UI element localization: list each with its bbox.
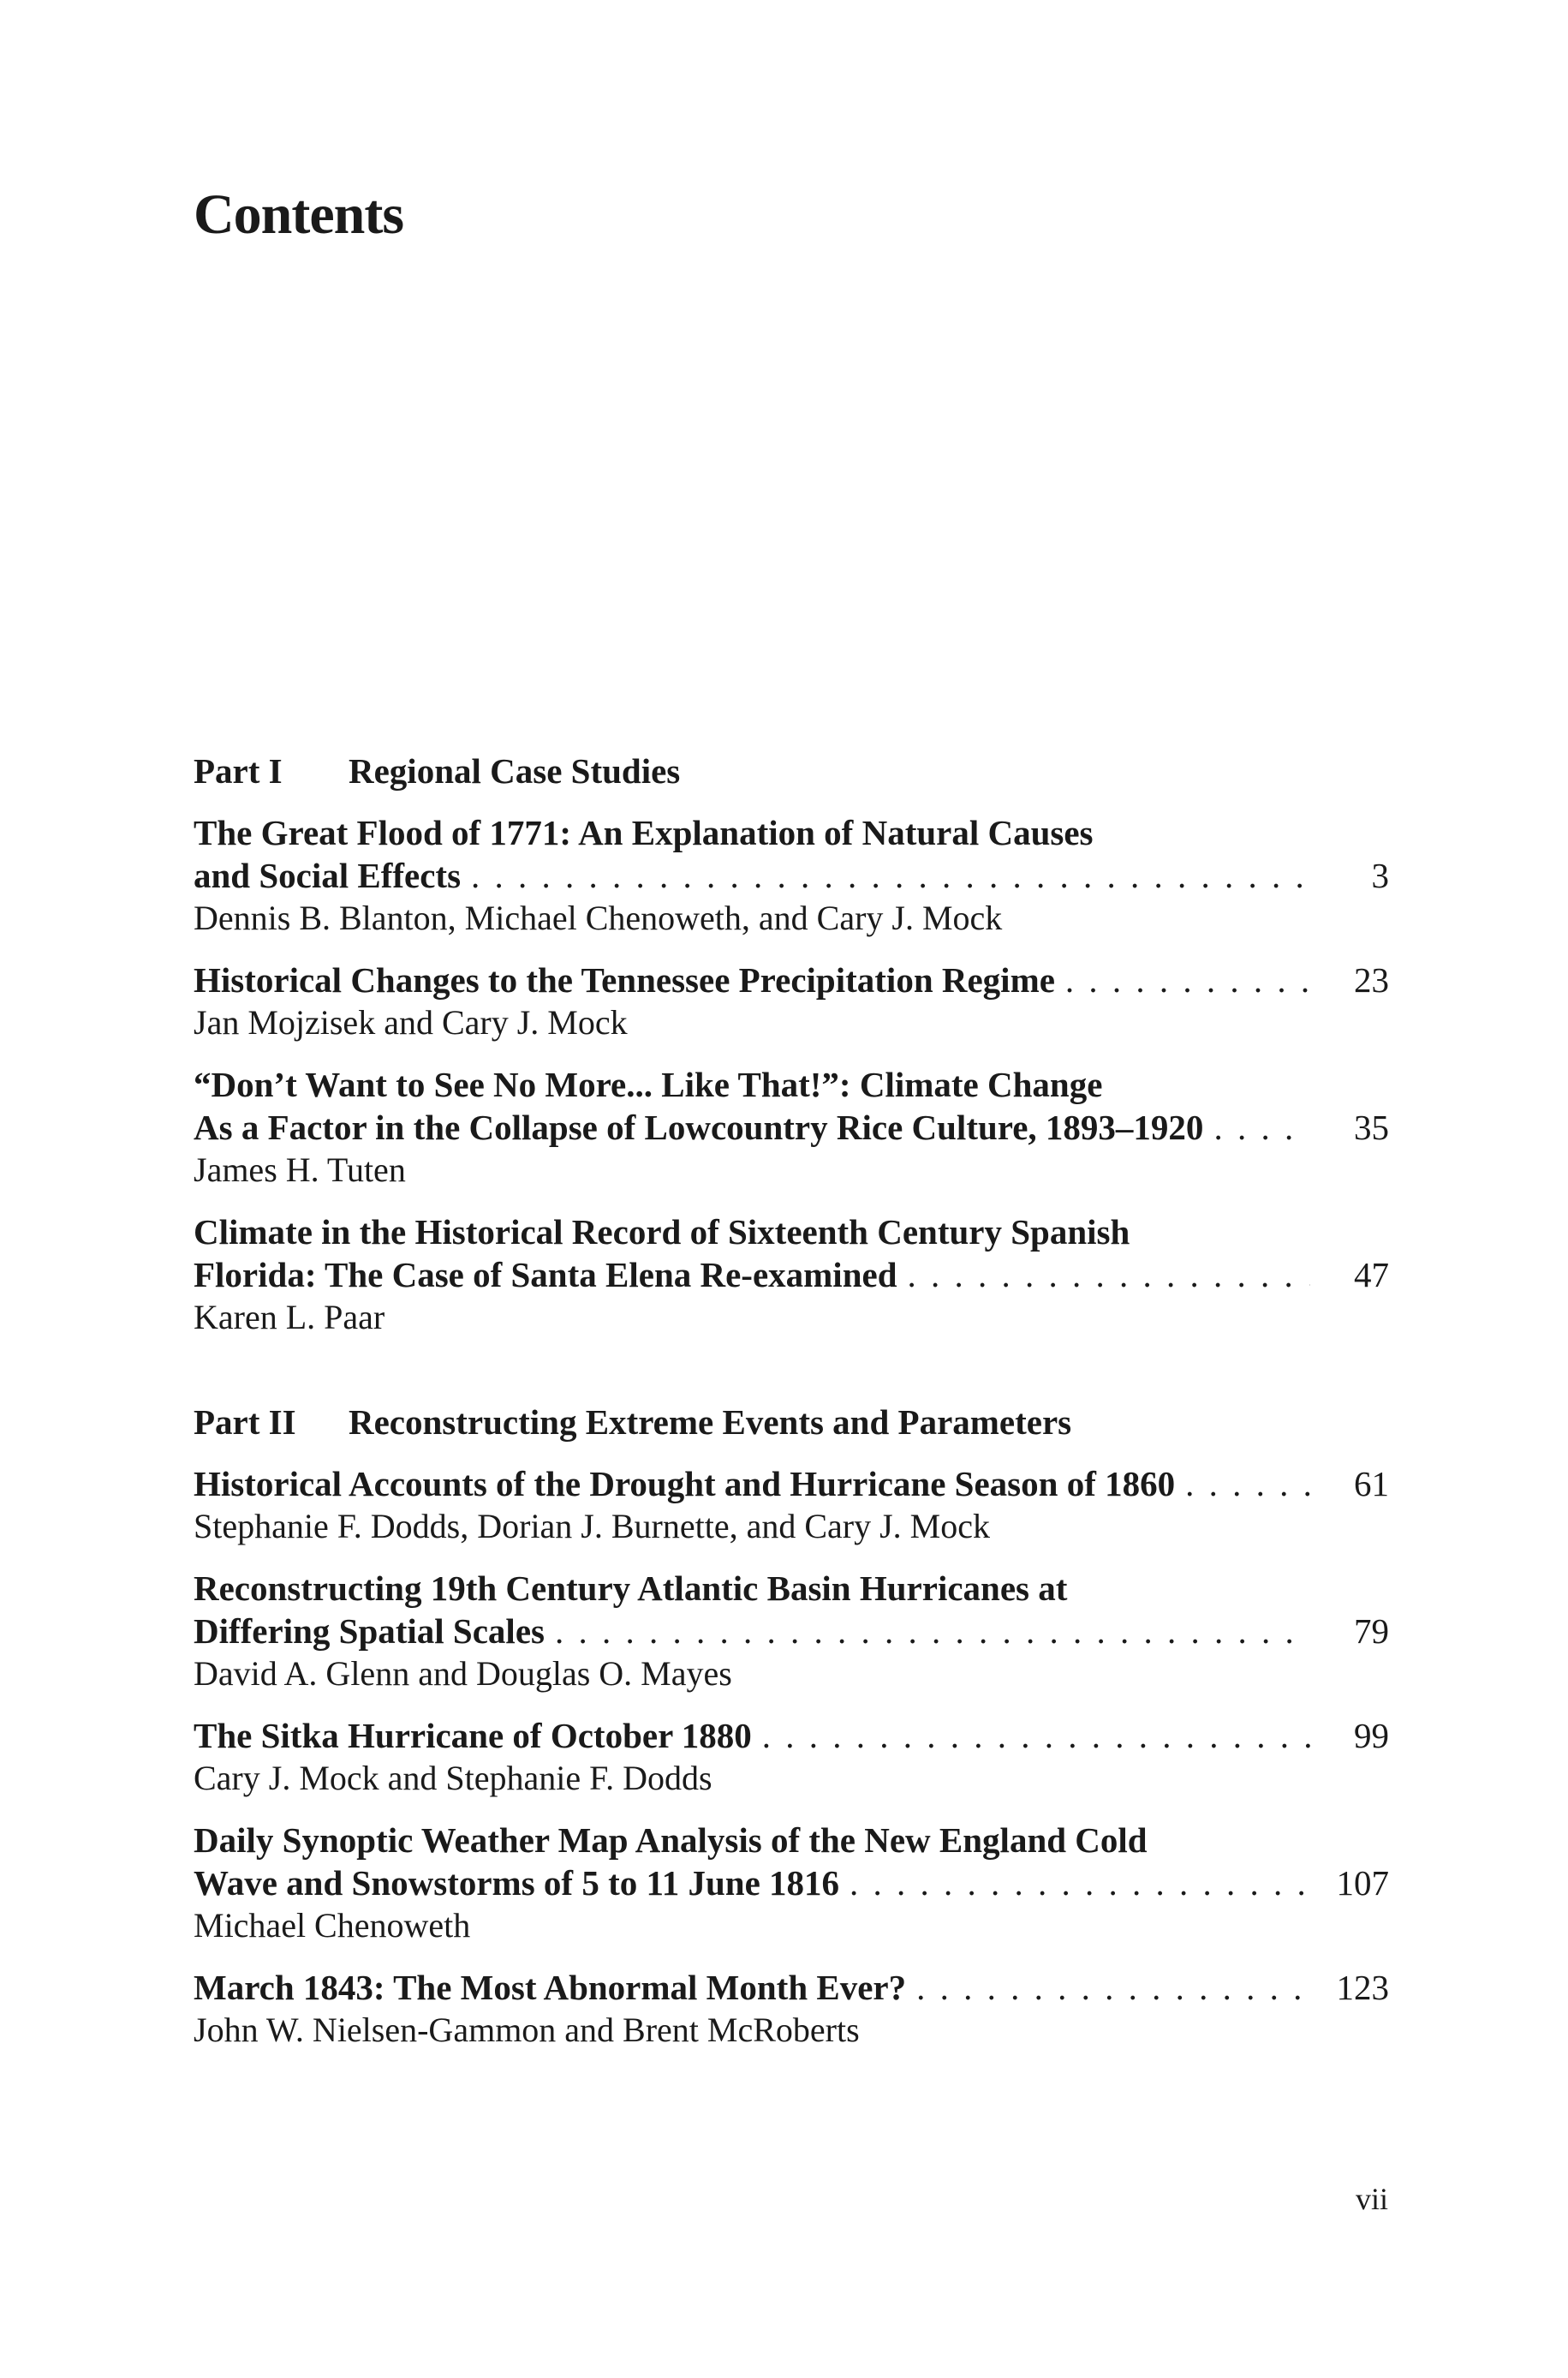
chapter-page-number: 99: [1354, 1716, 1389, 1755]
chapter-title-line: [194, 1106, 1389, 1149]
part-number: Part I: [194, 751, 283, 791]
toc-entry[interactable]: [194, 1210, 1389, 1339]
chapter-page-number: 35: [1354, 1108, 1389, 1147]
chapter-title-text: March 1843: The Most Abnormal Month Ever?: [194, 1968, 907, 2007]
chapter-authors: Cary J. Mock and Stephanie F. Dodds: [194, 1759, 712, 1797]
chapter-title-text: Historical Accounts of the Drought and Hurricane Season of 1860: [194, 1464, 1176, 1503]
chapter-authors: Jan Mojzisek and Cary J. Mock: [194, 1003, 628, 1042]
chapter-title-text: Reconstructing 19th Century Atlantic Basin Hurricanes at: [194, 1568, 1068, 1608]
chapter-title-line: [194, 1462, 1389, 1505]
toc-entry[interactable]: [194, 1819, 1389, 1947]
chapter-page-number: 23: [1354, 960, 1389, 1000]
toc-entry[interactable]: [194, 1567, 1389, 1695]
chapter-authors: John W. Nielsen-Gammon and Brent McRoberts: [194, 2011, 860, 2049]
part-number: Part II: [194, 1402, 296, 1442]
chapter-title-line: [194, 1819, 1389, 1861]
part-heading: [194, 1401, 1389, 1443]
toc-entry[interactable]: [194, 811, 1389, 940]
chapter-title-line: [194, 1610, 1389, 1652]
part-title: Reconstructing Extreme Events and Parameters: [349, 1402, 1072, 1442]
dot-leader: [906, 1966, 1310, 2009]
dot-leader: [1055, 959, 1310, 1001]
dot-leader: [752, 1714, 1310, 1757]
dot-leader: [545, 1610, 1310, 1652]
chapter-title-line: [194, 1210, 1389, 1253]
chapter-title-line: [194, 1063, 1389, 1106]
chapter-title-line: [194, 1714, 1389, 1757]
toc-entry[interactable]: [194, 1966, 1389, 2052]
part-title: Regional Case Studies: [349, 751, 681, 791]
dot-leader: [897, 1253, 1310, 1296]
dot-leader: [1203, 1106, 1310, 1149]
page-number: vii: [1355, 2182, 1388, 2216]
toc-entry[interactable]: [194, 1714, 1389, 1800]
chapter-page-number: 3: [1371, 856, 1389, 895]
chapter-authors: Michael Chenoweth: [194, 1906, 471, 1945]
chapter-title-text: Historical Changes to the Tennessee Precipitation Regime: [194, 960, 1055, 1000]
table-of-contents: [194, 750, 1389, 2070]
toc-entry[interactable]: [194, 1063, 1389, 1192]
part-separator: [194, 1358, 1389, 1401]
chapter-title-line: [194, 1966, 1389, 2009]
chapter-authors: Karen L. Paar: [194, 1298, 385, 1336]
chapter-page-number: 47: [1354, 1255, 1389, 1294]
chapter-title-text: Climate in the Historical Record of Sixteenth Century Spanish: [194, 1212, 1130, 1252]
chapter-title-line: [194, 1567, 1389, 1610]
chapter-title-line: [194, 959, 1389, 1001]
chapter-authors: Stephanie F. Dodds, Dorian J. Burnette, and Cary J. Mock: [194, 1507, 990, 1545]
toc-entry[interactable]: [194, 959, 1389, 1044]
chapter-title-text: Wave and Snowstorms of 5 to 11 June 1816: [194, 1863, 840, 1903]
chapter-title-text: The Sitka Hurricane of October 1880: [194, 1716, 752, 1755]
dot-leader: [461, 854, 1310, 897]
chapter-authors: David A. Glenn and Douglas O. Mayes: [194, 1654, 732, 1693]
chapter-page-number: 61: [1354, 1464, 1389, 1503]
dot-leader: [1175, 1462, 1310, 1505]
chapter-page-number: 79: [1354, 1611, 1389, 1651]
chapter-title-text: Daily Synoptic Weather Map Analysis of the New England Cold: [194, 1820, 1148, 1860]
chapter-title-line: [194, 854, 1389, 897]
page-title: Contents: [194, 183, 404, 246]
chapter-title-text: Differing Spatial Scales: [194, 1611, 545, 1651]
part-heading: [194, 750, 1389, 792]
chapter-title-line: [194, 811, 1389, 854]
chapter-title-text: The Great Flood of 1771: An Explanation of Natural Causes: [194, 813, 1094, 852]
chapter-title-line: [194, 1861, 1389, 1904]
dot-leader: [839, 1861, 1310, 1904]
chapter-authors: Dennis B. Blanton, Michael Chenoweth, and Cary J. Mock: [194, 899, 1003, 937]
toc-entry[interactable]: [194, 1462, 1389, 1548]
chapter-title-text: “Don’t Want to See No More... Like That!”: Climate Change: [194, 1065, 1103, 1104]
chapter-title-line: [194, 1253, 1389, 1296]
chapter-title-text: Florida: The Case of Santa Elena Re-examined: [194, 1255, 897, 1294]
chapter-title-text: and Social Effects: [194, 856, 462, 895]
chapter-authors: James H. Tuten: [194, 1150, 406, 1189]
chapter-page-number: 107: [1336, 1863, 1389, 1903]
chapter-title-text: As a Factor in the Collapse of Lowcountry Rice Culture, 1893–1920: [194, 1108, 1204, 1147]
chapter-page-number: 123: [1336, 1968, 1389, 2007]
